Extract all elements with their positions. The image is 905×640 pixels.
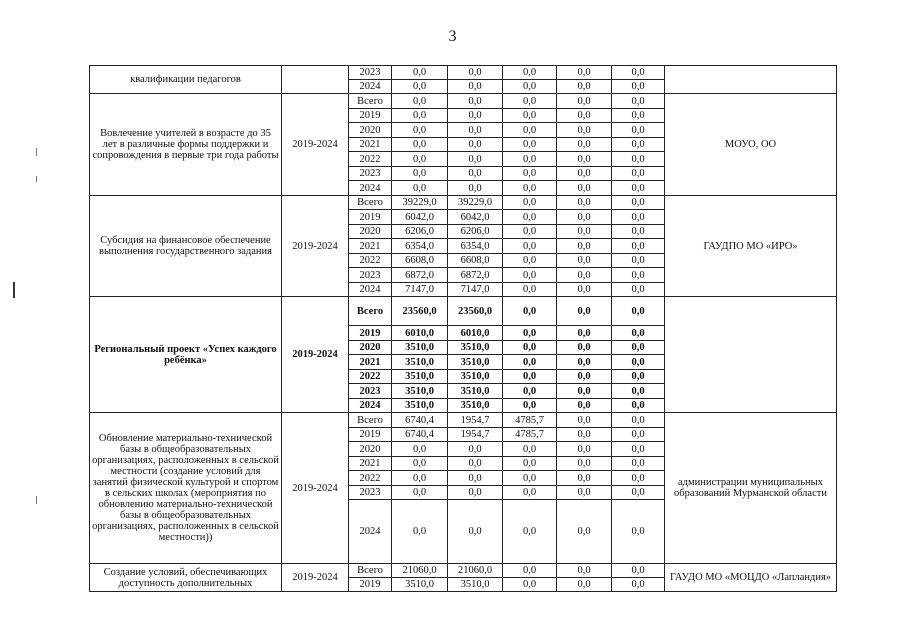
executor-cell: МОУО, ОО <box>665 94 837 196</box>
amount-cell: 0,0 <box>612 210 665 225</box>
year-cell: 2021 <box>349 138 392 152</box>
amount-cell: 0,0 <box>557 152 612 167</box>
amount-cell: 0,0 <box>392 66 448 80</box>
amount-cell: 4785,7 <box>503 428 557 442</box>
period-cell: 2019-2024 <box>282 94 349 196</box>
amount-cell: 0,0 <box>448 471 503 486</box>
amount-cell: 0,0 <box>503 370 557 384</box>
amount-cell: 0,0 <box>503 457 557 471</box>
amount-cell: 0,0 <box>557 297 612 326</box>
year-cell: Всего <box>349 196 392 210</box>
activity-name: Субсидия на финансовое обеспечение выполнения государственного задания <box>90 196 282 297</box>
year-cell: 2021 <box>349 239 392 254</box>
year-cell: Всего <box>349 297 392 326</box>
amount-cell: 0,0 <box>612 152 665 167</box>
period-cell: 2019-2024 <box>282 297 349 413</box>
executor-cell: администрации муниципальных образований Мурманской области <box>665 413 837 564</box>
amount-cell: 0,0 <box>612 239 665 254</box>
year-cell: 2023 <box>349 66 392 80</box>
amount-cell: 0,0 <box>392 138 448 152</box>
table-row <box>90 66 837 80</box>
amount-cell: 0,0 <box>503 254 557 268</box>
year-cell: 2019 <box>349 210 392 225</box>
amount-cell: 0,0 <box>612 471 665 486</box>
amount-cell: 0,0 <box>448 457 503 471</box>
table-row <box>90 196 837 210</box>
amount-cell: 0,0 <box>557 457 612 471</box>
amount-cell: 3510,0 <box>392 355 448 370</box>
activity-name: Создание условий, обеспечивающих доступность дополнительных <box>90 564 282 592</box>
amount-cell: 0,0 <box>392 457 448 471</box>
year-cell: 2019 <box>349 578 392 592</box>
amount-cell: 7147,0 <box>448 283 503 297</box>
amount-cell: 0,0 <box>503 66 557 80</box>
amount-cell: 0,0 <box>612 564 665 578</box>
executor-cell <box>665 66 837 94</box>
activity-name: Региональный проект «Успех каждого ребёнка» <box>90 297 282 413</box>
amount-cell: 6608,0 <box>448 254 503 268</box>
amount-cell: 0,0 <box>503 384 557 399</box>
amount-cell: 0,0 <box>612 196 665 210</box>
amount-cell: 0,0 <box>557 399 612 413</box>
amount-cell: 7147,0 <box>392 283 448 297</box>
amount-cell: 0,0 <box>557 564 612 578</box>
year-cell: 2020 <box>349 442 392 457</box>
amount-cell: 0,0 <box>557 225 612 239</box>
amount-cell: 3510,0 <box>392 578 448 592</box>
amount-cell: 0,0 <box>503 399 557 413</box>
amount-cell: 0,0 <box>557 167 612 181</box>
amount-cell: 3510,0 <box>392 384 448 399</box>
year-cell: 2024 <box>349 80 392 94</box>
amount-cell: 0,0 <box>557 413 612 428</box>
amount-cell: 0,0 <box>503 138 557 152</box>
amount-cell: 6042,0 <box>392 210 448 225</box>
scan-mark <box>36 148 37 156</box>
amount-cell: 0,0 <box>612 138 665 152</box>
amount-cell: 23560,0 <box>448 297 503 326</box>
year-cell: 2023 <box>349 268 392 283</box>
amount-cell: 0,0 <box>612 384 665 399</box>
year-cell: 2023 <box>349 167 392 181</box>
amount-cell: 4785,7 <box>503 413 557 428</box>
scan-mark <box>36 496 37 504</box>
amount-cell: 0,0 <box>612 94 665 109</box>
amount-cell: 0,0 <box>557 500 612 564</box>
year-cell: 2020 <box>349 225 392 239</box>
amount-cell: 0,0 <box>612 283 665 297</box>
amount-cell: 0,0 <box>448 152 503 167</box>
year-cell: 2019 <box>349 109 392 123</box>
amount-cell: 23560,0 <box>392 297 448 326</box>
amount-cell: 0,0 <box>503 355 557 370</box>
amount-cell: 0,0 <box>557 442 612 457</box>
amount-cell: 0,0 <box>448 80 503 94</box>
amount-cell: 0,0 <box>392 181 448 196</box>
amount-cell: 0,0 <box>503 471 557 486</box>
amount-cell: 0,0 <box>557 370 612 384</box>
year-cell: Всего <box>349 94 392 109</box>
amount-cell: 0,0 <box>392 94 448 109</box>
executor-cell: ГАУДПО МО «ИРО» <box>665 196 837 297</box>
amount-cell: 6206,0 <box>448 225 503 239</box>
amount-cell: 0,0 <box>612 109 665 123</box>
year-cell: 2021 <box>349 355 392 370</box>
amount-cell: 39229,0 <box>392 196 448 210</box>
amount-cell: 0,0 <box>392 471 448 486</box>
amount-cell: 0,0 <box>557 341 612 355</box>
scan-mark <box>36 176 37 182</box>
year-cell: 2022 <box>349 370 392 384</box>
amount-cell: 0,0 <box>448 500 503 564</box>
year-cell: 2023 <box>349 486 392 500</box>
amount-cell: 0,0 <box>503 196 557 210</box>
year-cell: 2023 <box>349 384 392 399</box>
table-row <box>90 297 837 326</box>
amount-cell: 1954,7 <box>448 413 503 428</box>
amount-cell: 0,0 <box>612 80 665 94</box>
amount-cell: 0,0 <box>557 486 612 500</box>
amount-cell: 0,0 <box>612 225 665 239</box>
amount-cell: 0,0 <box>612 167 665 181</box>
amount-cell: 0,0 <box>557 283 612 297</box>
amount-cell: 0,0 <box>557 239 612 254</box>
amount-cell: 0,0 <box>612 486 665 500</box>
amount-cell: 3510,0 <box>448 384 503 399</box>
amount-cell: 0,0 <box>612 326 665 341</box>
amount-cell: 0,0 <box>612 578 665 592</box>
amount-cell: 0,0 <box>503 239 557 254</box>
amount-cell: 0,0 <box>557 578 612 592</box>
amount-cell: 0,0 <box>612 254 665 268</box>
amount-cell: 39229,0 <box>448 196 503 210</box>
amount-cell: 0,0 <box>557 109 612 123</box>
page-number: 3 <box>448 28 457 45</box>
amount-cell: 3510,0 <box>392 341 448 355</box>
amount-cell: 0,0 <box>612 457 665 471</box>
year-cell: 2024 <box>349 399 392 413</box>
amount-cell: 0,0 <box>557 254 612 268</box>
amount-cell: 0,0 <box>503 94 557 109</box>
activity-name: квалификации педагогов <box>90 66 282 94</box>
executor-cell <box>665 297 837 413</box>
amount-cell: 0,0 <box>392 109 448 123</box>
amount-cell: 0,0 <box>503 564 557 578</box>
amount-cell: 0,0 <box>612 297 665 326</box>
amount-cell: 0,0 <box>503 80 557 94</box>
amount-cell: 0,0 <box>392 167 448 181</box>
amount-cell: 0,0 <box>448 94 503 109</box>
amount-cell: 0,0 <box>557 138 612 152</box>
amount-cell: 6740,4 <box>392 413 448 428</box>
amount-cell: 3510,0 <box>448 578 503 592</box>
amount-cell: 0,0 <box>503 181 557 196</box>
amount-cell: 0,0 <box>612 268 665 283</box>
amount-cell: 0,0 <box>503 268 557 283</box>
amount-cell: 0,0 <box>503 283 557 297</box>
amount-cell: 0,0 <box>557 94 612 109</box>
amount-cell: 0,0 <box>448 167 503 181</box>
table-row <box>90 94 837 109</box>
amount-cell: 0,0 <box>557 326 612 341</box>
amount-cell: 0,0 <box>557 80 612 94</box>
amount-cell: 0,0 <box>503 297 557 326</box>
amount-cell: 0,0 <box>503 578 557 592</box>
year-cell: 2024 <box>349 283 392 297</box>
amount-cell: 0,0 <box>448 109 503 123</box>
amount-cell: 0,0 <box>503 210 557 225</box>
amount-cell: 0,0 <box>612 399 665 413</box>
table-row <box>90 564 837 578</box>
amount-cell: 0,0 <box>557 428 612 442</box>
amount-cell: 0,0 <box>557 268 612 283</box>
amount-cell: 0,0 <box>612 355 665 370</box>
amount-cell: 0,0 <box>448 138 503 152</box>
amount-cell: 0,0 <box>612 428 665 442</box>
period-cell: 2019-2024 <box>282 564 349 592</box>
amount-cell: 0,0 <box>557 210 612 225</box>
amount-cell: 0,0 <box>503 486 557 500</box>
amount-cell: 0,0 <box>557 66 612 80</box>
amount-cell: 6872,0 <box>448 268 503 283</box>
amount-cell: 0,0 <box>448 123 503 138</box>
year-cell: 2024 <box>349 500 392 564</box>
amount-cell: 0,0 <box>392 152 448 167</box>
budget-table <box>89 65 837 592</box>
amount-cell: 6354,0 <box>392 239 448 254</box>
year-cell: 2019 <box>349 428 392 442</box>
amount-cell: 0,0 <box>612 341 665 355</box>
amount-cell: 0,0 <box>503 442 557 457</box>
amount-cell: 3510,0 <box>448 399 503 413</box>
amount-cell: 0,0 <box>557 123 612 138</box>
amount-cell: 0,0 <box>392 123 448 138</box>
amount-cell: 6740,4 <box>392 428 448 442</box>
amount-cell: 0,0 <box>612 442 665 457</box>
year-cell: 2022 <box>349 471 392 486</box>
amount-cell: 0,0 <box>557 355 612 370</box>
amount-cell: 0,0 <box>557 196 612 210</box>
amount-cell: 6872,0 <box>392 268 448 283</box>
amount-cell: 0,0 <box>392 500 448 564</box>
scan-mark <box>13 282 15 298</box>
period-cell <box>282 66 349 94</box>
amount-cell: 0,0 <box>612 181 665 196</box>
amount-cell: 1954,7 <box>448 428 503 442</box>
amount-cell: 0,0 <box>503 123 557 138</box>
amount-cell: 6010,0 <box>448 326 503 341</box>
year-cell: 2021 <box>349 457 392 471</box>
amount-cell: 0,0 <box>612 500 665 564</box>
period-cell: 2019-2024 <box>282 413 349 564</box>
table-row <box>90 413 837 428</box>
period-cell: 2019-2024 <box>282 196 349 297</box>
year-cell: 2022 <box>349 152 392 167</box>
year-cell: 2022 <box>349 254 392 268</box>
amount-cell: 0,0 <box>503 167 557 181</box>
amount-cell: 0,0 <box>503 109 557 123</box>
amount-cell: 3510,0 <box>392 370 448 384</box>
amount-cell: 6010,0 <box>392 326 448 341</box>
amount-cell: 3510,0 <box>448 355 503 370</box>
amount-cell: 0,0 <box>392 442 448 457</box>
year-cell: 2024 <box>349 181 392 196</box>
amount-cell: 3510,0 <box>392 399 448 413</box>
amount-cell: 0,0 <box>503 326 557 341</box>
year-cell: 2020 <box>349 341 392 355</box>
amount-cell: 3510,0 <box>448 370 503 384</box>
amount-cell: 21060,0 <box>448 564 503 578</box>
amount-cell: 6608,0 <box>392 254 448 268</box>
amount-cell: 0,0 <box>503 500 557 564</box>
amount-cell: 0,0 <box>612 370 665 384</box>
year-cell: 2019 <box>349 326 392 341</box>
executor-cell: ГАУДО МО «МОЦДО «Лапландия» <box>665 564 837 592</box>
amount-cell: 0,0 <box>503 341 557 355</box>
amount-cell: 0,0 <box>448 181 503 196</box>
amount-cell: 0,0 <box>557 384 612 399</box>
amount-cell: 0,0 <box>503 225 557 239</box>
amount-cell: 6354,0 <box>448 239 503 254</box>
amount-cell: 0,0 <box>557 471 612 486</box>
amount-cell: 0,0 <box>392 80 448 94</box>
amount-cell: 0,0 <box>448 66 503 80</box>
activity-name: Обновление материально-технической базы в общеобразовательных организациях, расположенных в сельской местности (создание условий для занятий физической культурой и спортом в сельских школах (мероприятия по обновлению материально-технической базы в общеобразовательных организациях, расположенных в сельской местности)) <box>90 413 282 564</box>
amount-cell: 0,0 <box>503 152 557 167</box>
amount-cell: 6042,0 <box>448 210 503 225</box>
amount-cell: 0,0 <box>612 123 665 138</box>
amount-cell: 0,0 <box>557 181 612 196</box>
amount-cell: 0,0 <box>612 413 665 428</box>
amount-cell: 21060,0 <box>392 564 448 578</box>
amount-cell: 6206,0 <box>392 225 448 239</box>
amount-cell: 3510,0 <box>448 341 503 355</box>
amount-cell: 0,0 <box>448 442 503 457</box>
activity-name: Вовлечение учителей в возрасте до 35 лет в различные формы поддержки и сопровождения в первые три года работы <box>90 94 282 196</box>
year-cell: Всего <box>349 413 392 428</box>
year-cell: 2020 <box>349 123 392 138</box>
year-cell: Всего <box>349 564 392 578</box>
amount-cell: 0,0 <box>392 486 448 500</box>
amount-cell: 0,0 <box>448 486 503 500</box>
amount-cell: 0,0 <box>612 66 665 80</box>
